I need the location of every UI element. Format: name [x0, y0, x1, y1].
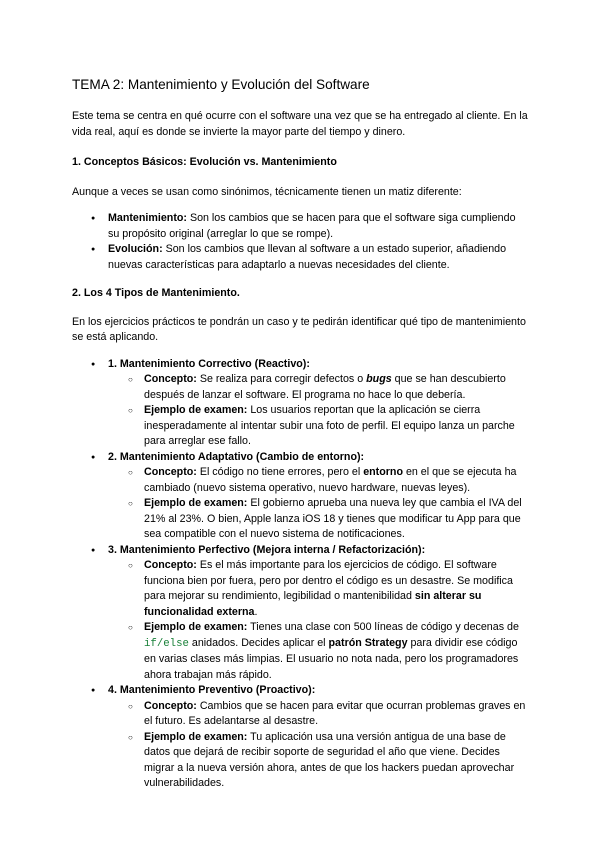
example-text: El gobierno aprueba una nueva ley que cambia el IVA del 21% al 23%. O bien, Apple lanza iOS 18 y tienes que modificar tu App para que sea compatible con el nuevo sistema de notificaciones. [144, 497, 522, 540]
sin-alterar-bold: sin alterar su funcionalidad externa [144, 590, 482, 618]
example-item [72, 620, 528, 683]
term-text: Son los cambios que llevan al software a un estado superior, añadiendo nuevas características para adaptarlo a nuevas necesidades del cliente. [108, 243, 507, 271]
code-snippet: if/else [144, 637, 189, 650]
type-item-perfectivo [72, 543, 528, 684]
type-title: 3. Mantenimiento Perfectivo (Mejora interna / Refactorización): [108, 543, 426, 556]
strategy-bold: patrón Strategy [328, 636, 408, 649]
maintenance-types-list [72, 357, 528, 792]
section2-heading: 2. Los 4 Tipos de Mantenimiento. [72, 287, 240, 299]
term-label: Evolución: [108, 243, 163, 255]
concept-text: . [254, 605, 258, 618]
concept-item [72, 372, 528, 403]
bugs-emphasis: bugs [366, 373, 392, 385]
concept-item [72, 699, 528, 730]
type-details [108, 465, 528, 543]
section1-list [72, 211, 528, 273]
intro-paragraph: Este tema se centra en qué ocurre con el software una vez que se ha entregado al cliente. En la vida real, aquí es donde se invierte la mayor parte del tiempo y dinero. [72, 110, 528, 138]
type-item-adaptativo [72, 450, 528, 543]
section2-lead: En los ejercicios prácticos te pondrán un caso y te pedirán identificar qué tipo de mantenimiento se está aplicando. [72, 315, 526, 343]
concept-text: que se han descubierto después de lanzar el software. El programa no hace lo que debería. [144, 373, 506, 401]
section1-lead: Aunque a veces se usan como sinónimos, técnicamente tienen un matiz diferente: [72, 185, 462, 198]
example-text: Tu aplicación usa una versión antigua de una base de datos que dejará de recibir soporte de seguridad el año que viene. Decides migrar a la nueva versión ahora, antes de que los hackers puedan aprovechar vulnerabilidades. [144, 730, 515, 789]
type-item-preventivo [72, 683, 528, 792]
page-title: TEMA 2: Mantenimiento y Evolución del Software [72, 77, 370, 92]
term-text: Son los cambios que se hacen para que el software siga cumpliendo su propósito original (arreglar lo que se rompe). [108, 212, 516, 240]
document-page [72, 76, 528, 792]
concept-item [72, 558, 528, 620]
concept-text: El código no tiene errores, pero el [196, 466, 364, 478]
entorno-bold: entorno [363, 466, 403, 478]
concept-label: Concepto: [144, 373, 197, 385]
list-item [72, 242, 528, 273]
type-details [108, 372, 528, 450]
type-title: 4. Mantenimiento Preventivo (Proactivo): [108, 684, 316, 696]
example-text: anidados. Decides aplicar el [188, 636, 329, 649]
example-label: Ejemplo de examen: [144, 621, 248, 633]
concept-label: Concepto: [144, 699, 197, 712]
type-details [108, 558, 528, 683]
example-text: Los usuarios reportan que la aplicación se cierra inesperadamente al intentar subir una foto de perfil. El equipo lanza un parche para arreglar ese fallo. [144, 404, 515, 447]
type-title: 2. Mantenimiento Adaptativo (Cambio de entorno): [108, 450, 365, 463]
example-text: Tienes una clase con 500 líneas de código y decenas de [247, 621, 519, 633]
concept-text: Es el más importante para los ejercicios de código. El software funciona bien por fuera, pero por dentro el código es un desastre. Se modifica para mejorar su rendimiento, legibilidad o mantenibilidad [144, 559, 513, 602]
concept-label: Concepto: [144, 466, 197, 478]
type-title: 1. Mantenimiento Correctivo (Reactivo): [108, 357, 310, 370]
type-item-correctivo [72, 357, 528, 450]
concept-item [72, 465, 528, 496]
example-item [72, 403, 528, 450]
term-label: Mantenimiento: [108, 212, 187, 224]
example-item [72, 730, 528, 792]
concept-label: Concepto: [144, 559, 197, 571]
example-item [72, 496, 528, 543]
type-details [108, 699, 528, 792]
example-label: Ejemplo de examen: [144, 497, 248, 509]
section1-heading: 1. Conceptos Básicos: Evolución vs. Mantenimiento [72, 156, 337, 168]
concept-text: en el que se ejecuta ha cambiado (nuevo sistema operativo, nuevo hardware, nuevas leyes). [144, 466, 517, 494]
example-label: Ejemplo de examen: [144, 404, 248, 416]
concept-text: Cambios que se hacen para evitar que ocurran problemas graves en el futuro. Es adelantarse al desastre. [144, 699, 526, 727]
list-item [72, 211, 528, 242]
example-text: para dividir ese código en varias clases más limpias. El usuario no nota nada, pero los programadores ahora trabajan más rápido. [144, 636, 519, 681]
concept-text: Se realiza para corregir defectos o [196, 373, 367, 385]
example-label: Ejemplo de examen: [144, 730, 248, 743]
